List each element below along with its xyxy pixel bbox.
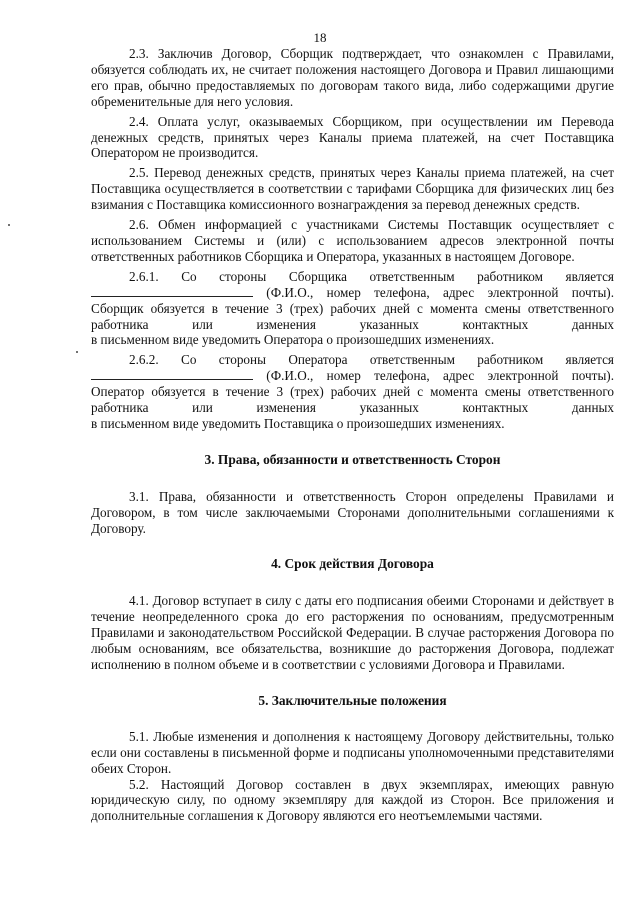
clause-2-4: 2.4. Оплата услуг, оказываемых Сборщиком, при осуществлении им Перевода денежных средств, принятых через Каналы приема платежей, на счет Поставщика Оператором не производится. bbox=[91, 113, 614, 161]
word: работника bbox=[91, 316, 149, 332]
section-5-heading: 5. Заключительные положения bbox=[258, 692, 447, 708]
word: изменения bbox=[256, 316, 316, 332]
word: работника bbox=[91, 400, 149, 416]
clause-2-3: 2.3. Заключив Договор, Сборщик подтверждает, что ознакомлен с Правилами, обязуется соблюдать их, не считает положения настоящего Договора и Правил лишающими его прав, обычно предоставляемых по договорам такого вида, либо содержащими другие обременительные для него условия. bbox=[91, 46, 614, 109]
document-body bbox=[91, 46, 614, 824]
clause-2-6-1-line1: 2.6.1. Со стороны Сборщика ответственным работником является bbox=[129, 268, 614, 284]
page-number: 18 bbox=[313, 30, 327, 45]
clause-2-5: 2.5. Перевод денежных средств, принятых через Каналы приема платежей, на счет Поставщика осуществляется в соответствии с тарифами Сборщика для физических лиц без взимания с Поставщика комиссионного вознаграждения за перевод денежных средств. bbox=[91, 165, 614, 213]
word: контактных bbox=[462, 400, 529, 416]
blank-field bbox=[91, 368, 253, 380]
clause-2-6-1-line3: Сборщик обязуется в течение 3 (трех) рабочих дней с момента смены ответственного bbox=[91, 300, 614, 316]
word: или bbox=[192, 400, 213, 416]
section-3-heading: 3. Права, обязанности и ответственность Сторон bbox=[204, 451, 501, 467]
clause-2-6-1-line2 bbox=[91, 285, 614, 301]
clause-2-6-2-line3: Оператор обязуется в течение 3 (трех) рабочих дней с момента смены ответственного bbox=[91, 384, 614, 400]
clause-2-6-2-line5: в письменном виде уведомить Поставщика о произошедших изменениях. bbox=[91, 415, 505, 431]
clause-5-2: 5.2. Настоящий Договор составлен в двух экземплярах, имеющих равную юридическую силу, по одному экземпляру для каждой из Сторон. Все приложения и дополнительные соглашения к Договору являются его неотъемлемыми частями. bbox=[91, 776, 614, 824]
word: указанных bbox=[359, 400, 419, 416]
clause-5-1: 5.1. Любые изменения и дополнения к настоящему Договору действительны, только если они составлены в письменной форме и подписаны уполномоченными представителями обеих Сторон. bbox=[91, 728, 614, 776]
section-4-heading: 4. Срок действия Договора bbox=[271, 556, 434, 572]
clause-2-6-1-line4 bbox=[91, 317, 614, 333]
clause-2-6-2-line4 bbox=[91, 400, 614, 416]
word: контактных bbox=[462, 316, 529, 332]
clause-2-6-1-contact-note: (Ф.И.О., номер телефона, адрес электронной почты). bbox=[266, 284, 614, 300]
clause-3-1: 3.1. Права, обязанности и ответственность Сторон определены Правилами и Договором, в том числе заключаемыми Сторонами дополнительными соглашениями к Договору. bbox=[91, 488, 614, 536]
clause-2-6-2 bbox=[91, 352, 614, 432]
blank-field bbox=[91, 285, 253, 297]
word: данных bbox=[571, 316, 614, 332]
clause-2-6-2-contact-note: (Ф.И.О., номер телефона, адрес электронной почты). bbox=[266, 368, 614, 384]
clause-2-6-1-line5: в письменном виде уведомить Оператора о произошедших изменениях. bbox=[91, 332, 495, 348]
word: изменения bbox=[256, 400, 316, 416]
clause-2-6-1 bbox=[91, 269, 614, 349]
word: указанных bbox=[359, 316, 419, 332]
word: данных bbox=[571, 400, 614, 416]
scan-speck bbox=[76, 351, 78, 353]
word: или bbox=[192, 316, 213, 332]
clause-4-1: 4.1. Договор вступает в силу с даты его подписания обеими Сторонами и действует в течение неопределенного срока до его расторжения по основаниям, предусмотренным Правилами и законодательством Российской Федерации. В случае расторжения Договора по любым основаниям, все обязательства, возникшие до расторжения Договора, подлежат исполнению в полном объеме и в соответствии с условиями Договора и Правилами. bbox=[91, 593, 614, 672]
scan-speck bbox=[8, 224, 10, 226]
clause-2-6-2-line2 bbox=[91, 368, 614, 384]
clause-2-6-2-line1: 2.6.2. Со стороны Оператора ответственным работником является bbox=[129, 352, 614, 368]
clause-2-6: 2.6. Обмен информацией с участниками Системы Поставщик осуществляет с использованием Системы и (или) с использованием адресов электронной почты ответственных работников Сборщика и Оператора, указанных в настоящем Договоре. bbox=[91, 217, 614, 264]
